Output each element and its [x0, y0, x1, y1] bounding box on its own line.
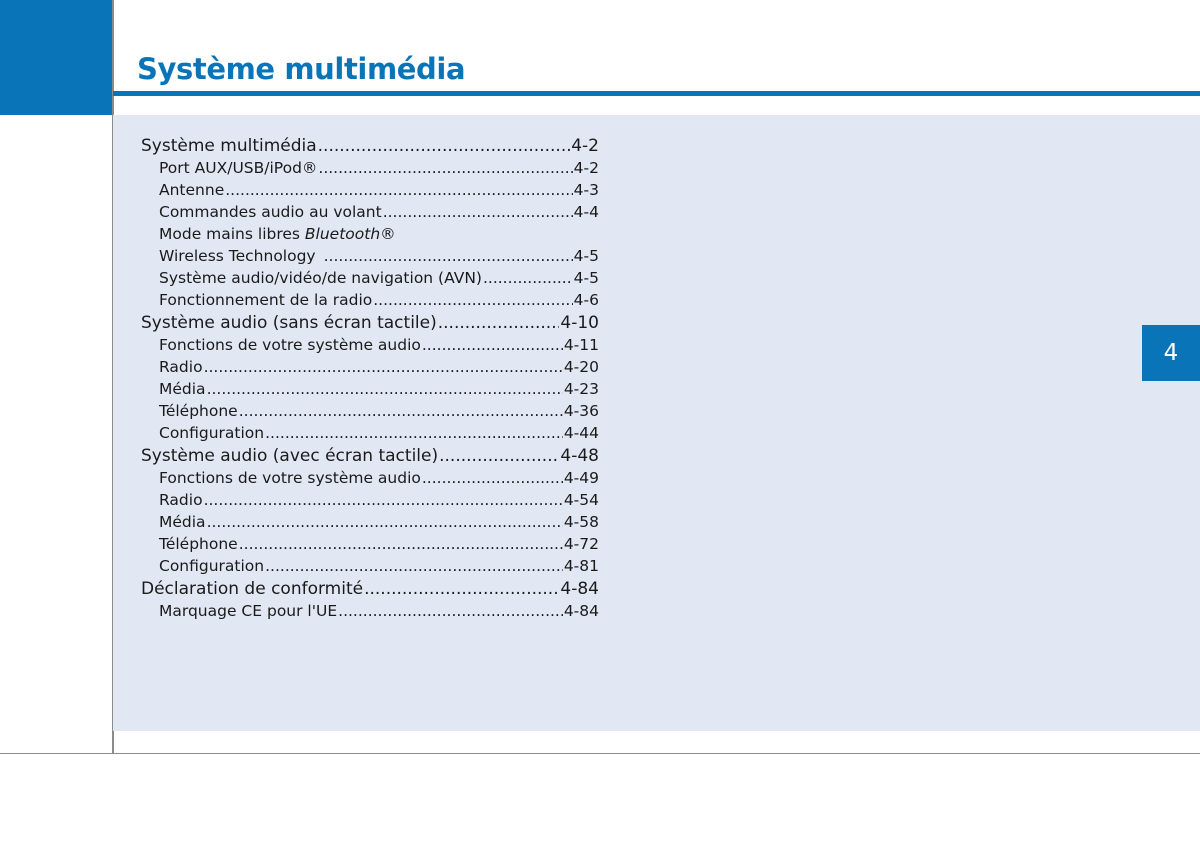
- toc-leader-dots: [204, 358, 563, 376]
- toc-entry-label: Média: [159, 380, 206, 398]
- toc-entry-page: 4-2: [573, 159, 599, 177]
- toc-entry-label: Wireless Technology: [159, 247, 316, 265]
- toc-section-entry[interactable]: [141, 446, 599, 469]
- toc-leader-dots: [265, 424, 563, 442]
- toc-leader-dots: [338, 602, 563, 620]
- toc-subentry[interactable]: [141, 424, 599, 446]
- toc-entry-page: 4-72: [563, 535, 599, 553]
- toc-subentry[interactable]: [141, 203, 599, 225]
- bottom-rule: [0, 753, 1200, 754]
- toc-entry-page: 4-2: [571, 136, 599, 156]
- toc-entry-page: 4-23: [563, 380, 599, 398]
- toc-entry-label: Système multimédia: [141, 136, 317, 156]
- toc-entry-page: 4-44: [563, 424, 599, 442]
- toc-entry-page: 4-58: [563, 513, 599, 531]
- toc-entry-page: 4-10: [560, 313, 599, 333]
- toc-section-entry[interactable]: [141, 313, 599, 336]
- toc-subentry[interactable]: [141, 535, 599, 557]
- toc-leader-dots: [239, 535, 563, 553]
- toc-label-text: Mode mains libres: [159, 225, 305, 243]
- toc-entry-page: 4-11: [563, 336, 599, 354]
- chapter-title: Système multimédia: [137, 52, 466, 86]
- chapter-corner-block: [0, 0, 113, 115]
- toc-subentry-heading[interactable]: [141, 225, 599, 247]
- toc-leader-dots: [318, 136, 571, 156]
- toc-entry-page: 4-3: [573, 181, 599, 199]
- toc-entry-page: 4-5: [573, 269, 599, 287]
- toc-leader-dots: [207, 513, 563, 531]
- toc-entry-page: 4-84: [563, 602, 599, 620]
- toc-entry-label: Téléphone: [159, 535, 238, 553]
- toc-subentry[interactable]: [141, 291, 599, 313]
- toc-subentry[interactable]: [141, 491, 599, 513]
- toc-section-entry[interactable]: [141, 136, 599, 159]
- toc-leader-dots: [207, 380, 563, 398]
- toc-leader-dots: [439, 446, 559, 466]
- toc-subentry[interactable]: [141, 402, 599, 424]
- toc-subentry[interactable]: [141, 247, 599, 269]
- table-of-contents: [141, 136, 599, 624]
- toc-entry-label: Système audio/vidéo/de navigation (AVN): [159, 269, 482, 287]
- toc-entry-label: Fonctions de votre système audio: [159, 469, 421, 487]
- toc-entry-page: 4-4: [573, 203, 599, 221]
- toc-entry-label: Système audio (sans écran tactile): [141, 313, 437, 333]
- toc-subentry[interactable]: [141, 358, 599, 380]
- toc-entry-label: Antenne: [159, 181, 225, 199]
- toc-entry-label: Fonctions de votre système audio: [159, 336, 421, 354]
- toc-subentry[interactable]: [141, 469, 599, 491]
- toc-entry-label: Fonctionnement de la radio: [159, 291, 373, 309]
- toc-leader-dots: [318, 159, 572, 177]
- chapter-tab-number: 4: [1163, 340, 1179, 366]
- toc-section-entry[interactable]: [141, 579, 599, 602]
- toc-entry-label: Téléphone: [159, 402, 238, 420]
- toc-subentry[interactable]: [141, 513, 599, 535]
- toc-entry-page: 4-20: [563, 358, 599, 376]
- toc-subentry[interactable]: [141, 380, 599, 402]
- chapter-tab[interactable]: [1142, 325, 1200, 381]
- toc-entry-label: Système audio (avec écran tactile): [141, 446, 439, 466]
- toc-entry-label: Média: [159, 513, 206, 531]
- toc-entry-label: Déclaration de conformité: [141, 579, 364, 599]
- toc-entry-page: 4-84: [560, 579, 599, 599]
- toc-leader-dots: [239, 402, 563, 420]
- toc-entry-label: Configuration: [159, 557, 265, 575]
- toc-subentry[interactable]: [141, 602, 599, 624]
- toc-entry-label: [159, 225, 396, 243]
- toc-label-italic: Bluetooth®: [304, 225, 396, 243]
- toc-entry-page: 4-48: [560, 446, 599, 466]
- toc-subentry[interactable]: [141, 181, 599, 203]
- toc-leader-dots: [204, 491, 563, 509]
- toc-entry-page: 4-6: [573, 291, 599, 309]
- toc-entry-page: 4-5: [573, 247, 599, 265]
- toc-entry-page: 4-49: [563, 469, 599, 487]
- title-underline-rule: [113, 91, 1200, 96]
- toc-subentry[interactable]: [141, 336, 599, 358]
- toc-entry-label: Radio: [159, 358, 203, 376]
- toc-leader-dots: [324, 247, 573, 265]
- toc-subentry[interactable]: [141, 269, 599, 291]
- toc-entry-page: 4-36: [563, 402, 599, 420]
- toc-leader-dots: [422, 336, 563, 354]
- toc-leader-dots: [225, 181, 572, 199]
- toc-entry-label: Port AUX/USB/iPod®: [159, 159, 318, 177]
- toc-subentry[interactable]: [141, 557, 599, 579]
- toc-entry-label: Radio: [159, 491, 203, 509]
- toc-leader-dots: [373, 291, 572, 309]
- toc-leader-dots: [265, 557, 563, 575]
- toc-entry-page: 4-54: [563, 491, 599, 509]
- toc-entry-page: 4-81: [563, 557, 599, 575]
- toc-entry-label: Marquage CE pour l'UE: [159, 602, 338, 620]
- toc-leader-dots: [483, 269, 573, 287]
- toc-leader-dots: [383, 203, 573, 221]
- toc-leader-dots: [364, 579, 559, 599]
- toc-subentry[interactable]: [141, 159, 599, 181]
- toc-leader-dots: [438, 313, 560, 333]
- toc-entry-label: Configuration: [159, 424, 265, 442]
- toc-entry-label: Commandes audio au volant: [159, 203, 382, 221]
- toc-leader-dots: [422, 469, 563, 487]
